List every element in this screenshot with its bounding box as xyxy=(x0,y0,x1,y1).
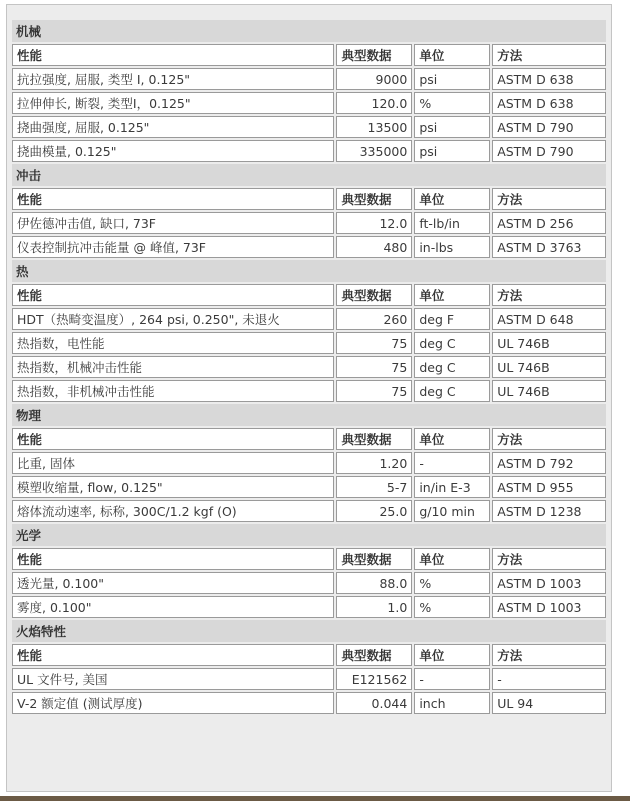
cell-property: 比重, 固体 xyxy=(12,452,334,474)
section-header xyxy=(12,260,606,282)
column-header-value: 典型数据 xyxy=(336,428,412,450)
column-header-value: 典型数据 xyxy=(336,644,412,666)
column-header-unit: 单位 xyxy=(414,428,490,450)
section-header xyxy=(12,524,606,546)
section-title: 物理 xyxy=(12,404,606,426)
table-row xyxy=(12,692,606,714)
table-row xyxy=(12,668,606,690)
column-header-unit: 单位 xyxy=(414,548,490,570)
cell-property: V-2 额定值 (测试厚度) xyxy=(12,692,334,714)
cell-property: 熔体流动速率, 标称, 300C/1.2 kgf (O) xyxy=(12,500,334,522)
section-title: 机械 xyxy=(12,20,606,42)
table-row xyxy=(12,596,606,618)
cell-method: ASTM D 1003 xyxy=(492,596,606,618)
column-header-unit: 单位 xyxy=(414,644,490,666)
column-header-unit: 单位 xyxy=(414,188,490,210)
column-header-unit: 单位 xyxy=(414,284,490,306)
cell-method: ASTM D 3763 xyxy=(492,236,606,258)
column-header-property: 性能 xyxy=(12,188,334,210)
table-row xyxy=(12,116,606,138)
cell-method: UL 94 xyxy=(492,692,606,714)
column-header-unit: 单位 xyxy=(414,44,490,66)
cell-method: ASTM D 790 xyxy=(492,140,606,162)
cell-method: ASTM D 638 xyxy=(492,92,606,114)
cell-method: ASTM D 790 xyxy=(492,116,606,138)
cell-method: ASTM D 638 xyxy=(492,68,606,90)
cell-value: 120.0 xyxy=(336,92,412,114)
cell-value: 1.0 xyxy=(336,596,412,618)
column-header-property: 性能 xyxy=(12,548,334,570)
table-row xyxy=(12,212,606,234)
cell-method: - xyxy=(492,668,606,690)
column-header-row xyxy=(12,644,606,666)
cell-property: 热指数，机械冲击性能 xyxy=(12,356,334,378)
cell-unit: g/10 min xyxy=(414,500,490,522)
cell-value: 75 xyxy=(336,356,412,378)
properties-table xyxy=(10,18,608,716)
cell-unit: deg F xyxy=(414,308,490,330)
column-header-row xyxy=(12,548,606,570)
cell-property: 拉伸伸长, 断裂, 类型I，0.125" xyxy=(12,92,334,114)
column-header-value: 典型数据 xyxy=(336,44,412,66)
table-row xyxy=(12,380,606,402)
cell-value: 260 xyxy=(336,308,412,330)
cell-property: 模塑收缩量, flow, 0.125" xyxy=(12,476,334,498)
cell-unit: ft-lb/in xyxy=(414,212,490,234)
cell-unit: psi xyxy=(414,140,490,162)
cell-unit: in-lbs xyxy=(414,236,490,258)
table-row xyxy=(12,452,606,474)
column-header-row xyxy=(12,284,606,306)
cell-value: 75 xyxy=(336,380,412,402)
section-header xyxy=(12,620,606,642)
cell-unit: % xyxy=(414,92,490,114)
table-row xyxy=(12,140,606,162)
table-row xyxy=(12,356,606,378)
section-header xyxy=(12,20,606,42)
section-title: 冲击 xyxy=(12,164,606,186)
cell-unit: in/in E-3 xyxy=(414,476,490,498)
column-header-row xyxy=(12,44,606,66)
cell-property: 透光量, 0.100" xyxy=(12,572,334,594)
cell-property: 抗拉强度, 屈服, 类型 I, 0.125" xyxy=(12,68,334,90)
cell-property: 热指数，电性能 xyxy=(12,332,334,354)
cell-method: UL 746B xyxy=(492,380,606,402)
cell-property: 伊佐德冲击值, 缺口, 73F xyxy=(12,212,334,234)
cell-property: 挠曲强度, 屈服, 0.125" xyxy=(12,116,334,138)
cell-unit: - xyxy=(414,452,490,474)
cell-property: 仪表控制抗冲击能量 @ 峰值, 73F xyxy=(12,236,334,258)
column-header-property: 性能 xyxy=(12,44,334,66)
table-row xyxy=(12,572,606,594)
cell-method: ASTM D 648 xyxy=(492,308,606,330)
column-header-property: 性能 xyxy=(12,644,334,666)
table-row xyxy=(12,68,606,90)
table-row xyxy=(12,332,606,354)
cell-value: E121562 xyxy=(336,668,412,690)
column-header-value: 典型数据 xyxy=(336,548,412,570)
section-header xyxy=(12,404,606,426)
cell-value: 5-7 xyxy=(336,476,412,498)
column-header-property: 性能 xyxy=(12,428,334,450)
cell-value: 9000 xyxy=(336,68,412,90)
cell-method: UL 746B xyxy=(492,356,606,378)
column-header-row xyxy=(12,188,606,210)
section-title: 热 xyxy=(12,260,606,282)
table-row xyxy=(12,92,606,114)
column-header-value: 典型数据 xyxy=(336,188,412,210)
column-header-method: 方法 xyxy=(492,284,606,306)
table-row xyxy=(12,308,606,330)
cell-method: ASTM D 955 xyxy=(492,476,606,498)
cell-property: UL 文件号, 美国 xyxy=(12,668,334,690)
table-row xyxy=(12,236,606,258)
section-title: 火焰特性 xyxy=(12,620,606,642)
cell-unit: inch xyxy=(414,692,490,714)
cell-unit: - xyxy=(414,668,490,690)
section-title: 光学 xyxy=(12,524,606,546)
column-header-method: 方法 xyxy=(492,428,606,450)
cell-unit: deg C xyxy=(414,356,490,378)
column-header-property: 性能 xyxy=(12,284,334,306)
cell-method: UL 746B xyxy=(492,332,606,354)
cell-property: HDT（热畸变温度）, 264 psi, 0.250", 未退火 xyxy=(12,308,334,330)
cell-value: 88.0 xyxy=(336,572,412,594)
cell-unit: psi xyxy=(414,68,490,90)
column-header-method: 方法 xyxy=(492,644,606,666)
cell-method: ASTM D 256 xyxy=(492,212,606,234)
table-row xyxy=(12,476,606,498)
column-header-method: 方法 xyxy=(492,188,606,210)
cell-unit: % xyxy=(414,572,490,594)
cell-unit: deg C xyxy=(414,380,490,402)
cell-method: ASTM D 792 xyxy=(492,452,606,474)
cell-value: 0.044 xyxy=(336,692,412,714)
cell-property: 挠曲模量, 0.125" xyxy=(12,140,334,162)
cell-value: 480 xyxy=(336,236,412,258)
cell-property: 热指数，非机械冲击性能 xyxy=(12,380,334,402)
cell-method: ASTM D 1238 xyxy=(492,500,606,522)
cell-value: 12.0 xyxy=(336,212,412,234)
cell-unit: % xyxy=(414,596,490,618)
column-header-method: 方法 xyxy=(492,44,606,66)
section-header xyxy=(12,164,606,186)
cell-value: 75 xyxy=(336,332,412,354)
bottom-border xyxy=(0,796,630,801)
cell-unit: deg C xyxy=(414,332,490,354)
cell-value: 1.20 xyxy=(336,452,412,474)
cell-value: 13500 xyxy=(336,116,412,138)
cell-value: 25.0 xyxy=(336,500,412,522)
cell-method: ASTM D 1003 xyxy=(492,572,606,594)
cell-value: 335000 xyxy=(336,140,412,162)
column-header-row xyxy=(12,428,606,450)
table-row xyxy=(12,500,606,522)
column-header-value: 典型数据 xyxy=(336,284,412,306)
column-header-method: 方法 xyxy=(492,548,606,570)
cell-unit: psi xyxy=(414,116,490,138)
cell-property: 雾度, 0.100" xyxy=(12,596,334,618)
